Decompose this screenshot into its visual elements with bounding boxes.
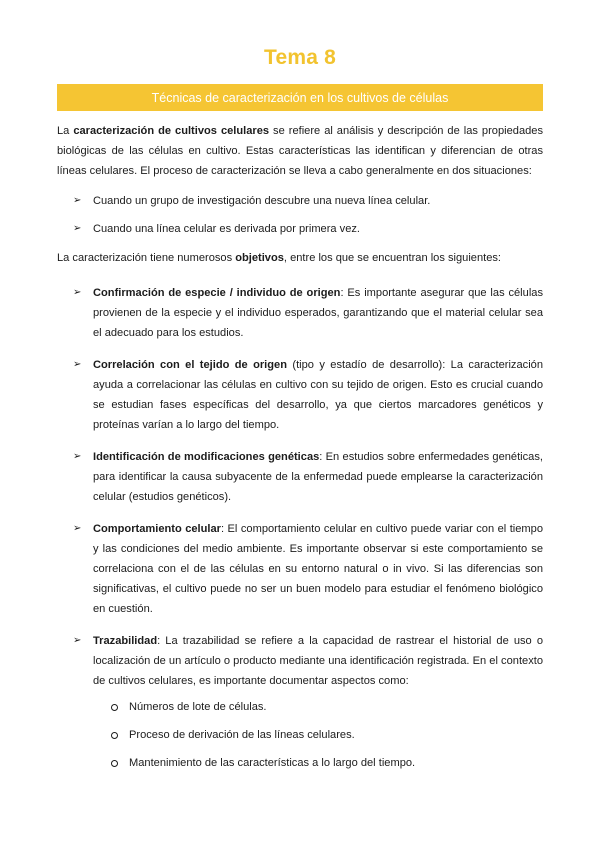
objective-term: Trazabilidad [93, 635, 158, 647]
objectives-term: objetivos [235, 252, 284, 264]
intro-paragraph [57, 121, 543, 181]
objective-term: Confirmación de especie / individuo de origen [93, 287, 341, 299]
objectives-lead: La caracterización tiene numerosos [57, 252, 236, 264]
document-body [57, 121, 543, 785]
arrow-bullet-icon: ➢ [73, 635, 82, 646]
arrow-bullet-icon: ➢ [73, 287, 82, 298]
list-item [57, 283, 543, 343]
list-item [93, 725, 543, 745]
intro-rest: se refiere al análisis y descripción de las propiedades biológicas de las células en cultivo. Estas características las identifican y diferencian de otras líneas celulares. El proceso de caracterización se lleva a cabo generalmente en dos situaciones: [57, 125, 543, 177]
objective-text: : La trazabilidad se refiere a la capacidad de rastrear el historial de uso o localización de un artículo o producto mediante una identificación registrada. En el contexto de cultivos celulares, es importante documentar aspectos como: [93, 635, 543, 687]
list-item [93, 697, 543, 717]
arrow-bullet-icon: ➢ [73, 451, 82, 462]
list-item [57, 219, 543, 239]
situation-text: Cuando una línea celular es derivada por primera vez. [93, 223, 361, 235]
circle-bullet-icon [111, 704, 118, 711]
objective-text: : Es importante asegurar que las células provienen de la especie y el individuo esperados, garantizando que el material celular sea el adecuado para los estudios. [93, 287, 543, 339]
objectives-intro-paragraph [57, 248, 543, 268]
objective-text: : En estudios sobre enfermedades genéticas, para identificar la causa subyacente de la enfermedad puede emplearse la caracterización celular (estudios genéticos). [93, 451, 543, 503]
objective-text: (tipo y estadío de desarrollo): La caracterización ayuda a correlacionar las células en cultivo con su tejido de origen. Esto es crucial cuando se estudian fases específicas del desarrollo, ya que ciertos marcadores genéticos y proteínas varían a lo largo del tiempo. [93, 359, 544, 431]
objectives-list [57, 283, 543, 773]
objective-term: Correlación con el tejido de origen [93, 359, 287, 371]
banner-text: Técnicas de caracterización en los cultivos de células [151, 90, 449, 105]
traceability-text: Proceso de derivación de las líneas celulares. [129, 729, 355, 741]
arrow-bullet-icon: ➢ [73, 523, 82, 534]
arrow-bullet-icon: ➢ [73, 223, 82, 234]
list-item [57, 631, 543, 773]
list-item [93, 753, 543, 773]
traceability-text: Mantenimiento de las características a lo largo del tiempo. [129, 757, 416, 769]
objective-term: Comportamiento celular [93, 523, 221, 535]
objectives-rest: , entre los que se encuentran los siguientes: [283, 252, 502, 264]
objective-text: : El comportamiento celular en cultivo puede variar con el tiempo y las condiciones del medio ambiente. Es importante observar si este comportamiento se correlaciona con el de las células en su entorno natural o in vivo. Si las diferencias son significativas, el cultivo puede no ser un buen modelo para estudiar el fenómeno biológico en cuestión. [93, 523, 543, 615]
intro-lead: La [57, 125, 74, 137]
objective-term: Identificación de modificaciones genéticas [93, 451, 320, 463]
situation-text: Cuando un grupo de investigación descubre una nueva línea celular. [93, 195, 431, 207]
circle-bullet-icon [111, 732, 118, 739]
arrow-bullet-icon: ➢ [73, 359, 82, 370]
situations-list [57, 191, 543, 239]
circle-bullet-icon [111, 760, 118, 767]
page-title: Tema 8 [263, 46, 336, 69]
traceability-list [93, 697, 543, 773]
arrow-bullet-icon: ➢ [73, 195, 82, 206]
traceability-text: Números de lote de células. [129, 701, 267, 713]
section-banner [57, 84, 543, 111]
list-item [57, 519, 543, 619]
list-item [57, 447, 543, 507]
list-item [57, 191, 543, 211]
intro-term: caracterización de cultivos celulares [73, 125, 270, 137]
list-item [57, 355, 543, 435]
